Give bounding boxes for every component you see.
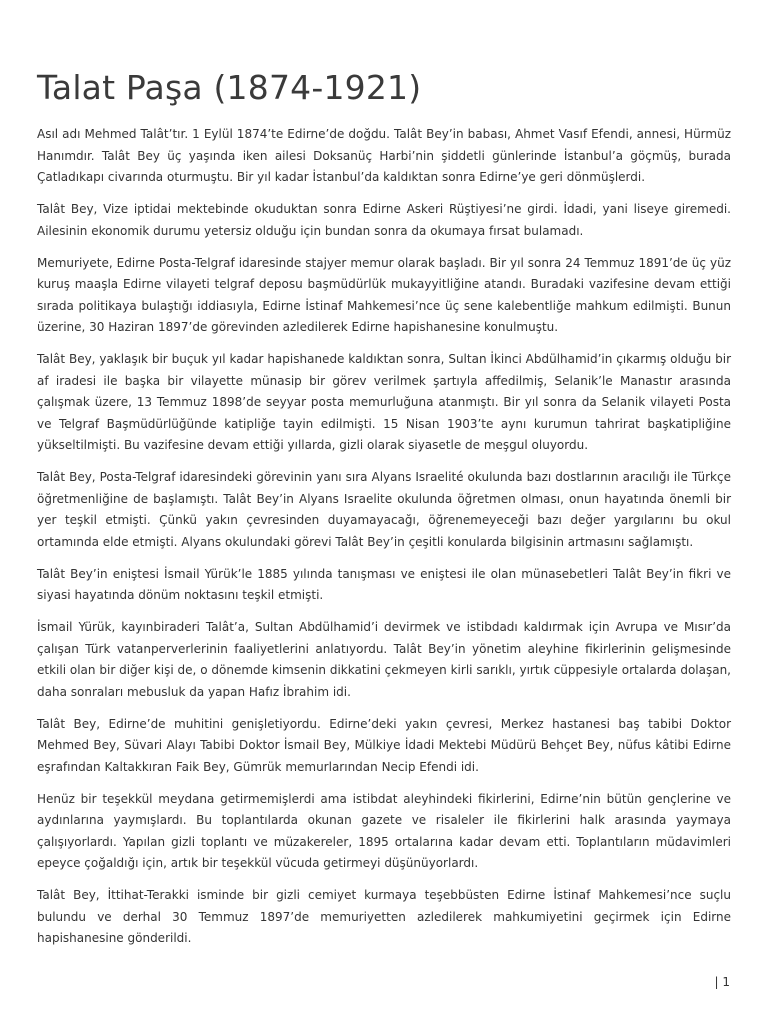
paragraph-4: Talât Bey, yaklaşık bir buçuk yıl kadar hapishanede kaldıktan sonra, Sultan İkinci Abdülhamid’in çıkarmış olduğu bir af iradesi ile başka bir vilayette münasip bir görev verilmek şartıyla affedilmiş, Selanik’le Manastır arasında çalışmak üzere, 13 Temmuz 1898’de seyyar posta memurluğuna atanmıştı. Bir yıl sonra da Selanik vilayeti Posta ve Telgraf Başmüdürlüğünde katipliğe tayin edilmişti. 15 Nisan 1903’te aynı kurumun tahrirat başkatipliğine yükseltilmişti. Bu vazifesine devam ettiği yıllarda, gizli olarak siyasetle de meşgul oluyordu. bbox=[37, 352, 731, 452]
document-page bbox=[37, 68, 731, 960]
page-title: Talat Paşa (1874-1921) bbox=[37, 68, 422, 107]
paragraph-9: Henüz bir teşekkül meydana getirmemişlerdi ama istibdat aleyhindeki fikirlerini, Edirne’nin bütün gençlerine ve aydınlarına yaymışlardı. Bu toplantılarda okunan gazete ve risaleler ile fikirlerini halk arasında yaymaya çalışıyorlardı. Yapılan gizli toplantı ve müzakereler, 1895 ortalarına kadar devam etti. Toplantıların müdavimleri epeyce çoğaldığı için, artık bir teşekkül vücuda getirmeyi düşünüyorlardı. bbox=[37, 791, 731, 870]
paragraph-6: Talât Bey’in eniştesi İsmail Yürük’le 1885 yılında tanışması ve eniştesi ile olan münasebetleri Talât Bey’in fikri ve siyasi hayatında dönüm noktasını teşkil etmişti. bbox=[37, 566, 731, 602]
paragraph-7: İsmail Yürük, kayınbiraderi Talât’a, Sultan Abdülhamid’i devirmek ve istibdadı kaldırmak için Avrupa ve Mısır’da çalışan Türk vatanperverlerinin faaliyetlerini anlatıyordu. Talât Bey’in yönetim aleyhine fikirlerinin gelişmesinde etkili olan bir diğer kişi de, o dönemde kimsenin dikkatini çekmeyen kirli sarıklı, yırtık cüppesiyle ortalarda dolaşan, daha sonraları mebusluk da yapan Hafız İbrahim idi. bbox=[37, 620, 731, 699]
paragraph-2: Talât Bey, Vize iptidai mektebinde okuduktan sonra Edirne Askeri Rüştiyesi’ne girdi. İdadi, yani liseye giremedi. Ailesinin ekonomik durumu yetersiz olduğu için bundan sonra da okumaya fırsat bulamadı. bbox=[37, 202, 731, 238]
paragraph-5: Talât Bey, Posta-Telgraf idaresindeki görevinin yanı sıra Alyans Israelité okulunda bazı dostlarının aracılığı ile Türkçe öğretmenliğine de başlamıştı. Talât Bey’in Alyans Israelite okulunda öğretmen olması, onun hayatında önemli bir yer teşkil etmişti. Çünkü yakın çevresinden duyamayacağı, öğrenemeyeceği bazı değer yargılarını bu okul ortamında elde etmişti. Alyans okulundaki görevi Talât Bey’in çeşitli konularda bilgisinin artmasını sağlamıştı. bbox=[37, 470, 731, 549]
paragraph-1: Asıl adı Mehmed Talât’tır. 1 Eylül 1874’te Edirne’de doğdu. Talât Bey’in babası, Ahmet Vasıf Efendi, annesi, Hürmüz Hanımdır. Talât Bey üç yaşında iken ailesi Doksanüç Harbi’nin şiddetli günlerinde İstanbul’a göçmüş, burada Çatladıkapı civarında oturmuştu. Bir yıl kadar İstanbul’da kaldıktan sonra Edirne’ye geri dönmüşlerdi. bbox=[37, 127, 731, 184]
page-number: | 1 bbox=[714, 975, 730, 989]
paragraph-10: Talât Bey, İttihat-Terakki isminde bir gizli cemiyet kurmaya teşebbüsten Edirne İstinaf Mahkemesi’nce suçlu bulundu ve derhal 30 Temmuz 1897’de memuriyetten azledilerek mahkumiyetini geçirmek için Edirne hapishanesine gönderildi. bbox=[37, 888, 731, 945]
paragraph-8: Talât Bey, Edirne’de muhitini genişletiyordu. Edirne’deki yakın çevresi, Merkez hastanesi baş tabibi Doktor Mehmed Bey, Süvari Alayı Tabibi Doktor İsmail Bey, Mülkiye İdadi Mektebi Müdürü Behçet Bey, nüfus kâtibi Edirne eşrafından Kaltakkıran Faik Bey, Gümrük memurlarından Necip Efendi idi. bbox=[37, 716, 731, 774]
paragraph-3: Memuriyete, Edirne Posta-Telgraf idaresinde stajyer memur olarak başladı. Bir yıl sonra 24 Temmuz 1891’de üç yüz kuruş maaşla Edirne vilayeti telgraf deposu başmüdürlük mukayyitliğine atandı. Buradaki vazifesine devam ettiği sırada politikaya bulaştığı iddiasıyla, Edirne İstinaf Mahkemesi’nce üç sene kalebentliğe mahkum edilmişti. Bunun üzerine, 30 Haziran 1897’de görevinden azledilerek Edirne hapishanesine konulmuştu. bbox=[37, 255, 731, 334]
